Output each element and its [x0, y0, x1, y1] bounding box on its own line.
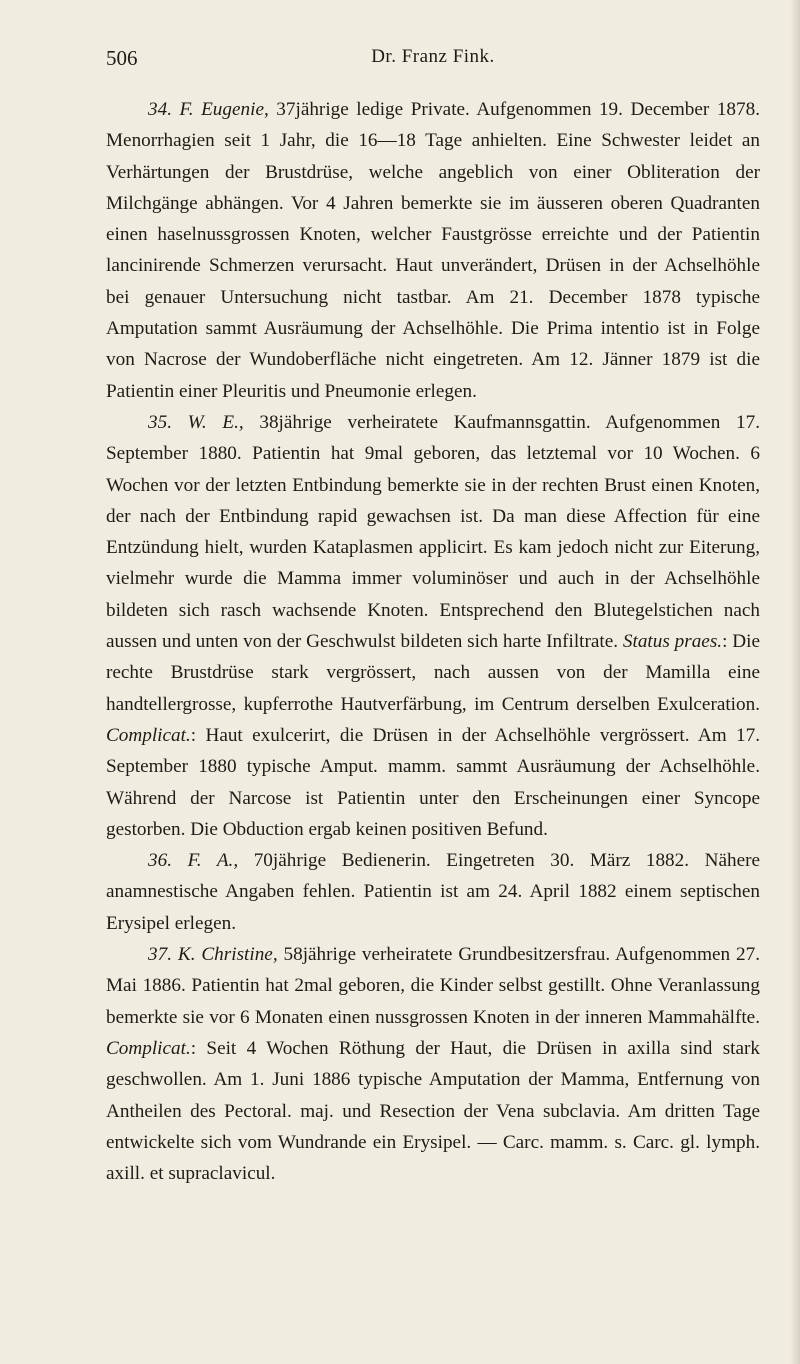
patient-name: F. A.,	[187, 850, 239, 872]
case-number: 34.	[148, 99, 172, 120]
page-header	[106, 46, 760, 76]
case-entry-35	[106, 407, 760, 845]
case-text: : Die rechte Brustdrüse stark vergrössert, nach aussen von der Mamilla eine handtellergrosse, kupferrothe Hautverfärbung, im Centrum derselben Exulceration.	[106, 631, 760, 715]
page-edge-shadow	[790, 0, 800, 1364]
case-entry-36	[106, 845, 760, 939]
page-number: 506	[106, 46, 138, 70]
case-entry-37	[106, 939, 760, 1189]
case-text: 70jährige Bedienerin. Eingetreten 30. März 1882. Nähere anamnestische Angaben fehlen. Patientin ist am 24. April 1882 einem septischen Erysipel erlegen.	[106, 850, 760, 934]
patient-name: W. E.,	[187, 411, 244, 433]
case-number: 37.	[148, 944, 172, 966]
case-text: : Seit 4 Wochen Röthung der Haut, die Drüsen in axilla sind stark geschwollen. Am 1. Juni 1886 typische Amputation der Mamma, Entfernung von Antheilen des Pectoral. maj. und Resection der Vena subclavia. Am dritten Tage entwickelte sich vom Wundrande ein Erysipel. — Carc. mamm. s. Carc. gl. lymph. axill. et supraclavicul.	[106, 1037, 760, 1185]
status-praes-label: Status praes.	[622, 631, 723, 653]
complicat-label: Complicat.	[106, 724, 191, 746]
case-number: 35.	[148, 411, 172, 433]
patient-name: K. Christine,	[177, 944, 278, 966]
running-head: Dr. Franz Fink.	[371, 46, 495, 67]
case-number: 36.	[148, 850, 172, 872]
case-text: : Haut exulcerirt, die Drüsen in der Achselhöhle vergrössert. Am 17. September 1880 typische Amput. mamm. sammt Ausräumung der Achselhöhle. Während der Narcose ist Patientin unter den Erscheinungen einer Syncope gestorben. Die Obduction ergab keinen positiven Befund.	[106, 724, 760, 840]
patient-name: F. Eugenie,	[179, 99, 269, 120]
case-text: 58jährige verheiratete Grundbesitzersfrau. Aufgenommen 27. Mai 1886. Patientin hat 2mal geboren, die Kinder selbst gestillt. Ohne Veranlassung bemerkte sie vor 6 Monaten einen nussgrossen Knoten in der inneren Mammahälfte.	[106, 944, 760, 1028]
complicat-label: Complicat.	[106, 1037, 191, 1059]
case-entry-34	[106, 94, 760, 407]
text-body	[106, 94, 760, 1189]
case-text: 37jährige ledige Private. Aufgenommen 19. December 1878. Menorrhagien seit 1 Jahr, die 16—18 Tage anhielten. Eine Schwester leidet an Verhärtungen der Brustdrüse, welche angeblich von einer Obliteration der Milchgänge abhängen. Vor 4 Jahren bemerkte sie im äusseren oberen Quadranten einen haselnussgrossen Knoten, welcher Faustgrösse erreichte und der Patientin lancinirende Schmerzen verursacht. Haut unverändert, Drüsen in der Achselhöhle bei genauer Untersuchung nicht tastbar. Am 21. December 1878 typische Amputation sammt Ausräumung der Achselhöhle. Die Prima intentio ist in Folge von Nacrose der Wundoberfläche nicht eingetreten. Am 12. Jänner 1879 ist die Patientin einer Pleuritis und Pneumonie erlegen.	[106, 99, 760, 402]
case-text: 38jährige verheiratete Kaufmannsgattin. Aufgenommen 17. September 1880. Patientin hat 9mal geboren, das letztemal vor 10 Wochen. 6 Wochen vor der letzten Entbindung bemerkte sie in der rechten Brust einen Knoten, der nach der Entbindung rapid gewachsen ist. Da man diese Affection für eine Entzündung hielt, wurden Kataplasmen applicirt. Es kam jedoch nicht zur Eiterung, vielmehr wurde die Mamma immer voluminöser und auch in der Achselhöhle bildeten sich rasch wachsende Knoten. Entsprechend den Blutegelstichen nach aussen und unten von der Geschwulst bildeten sich harte Infiltrate.	[106, 411, 760, 653]
